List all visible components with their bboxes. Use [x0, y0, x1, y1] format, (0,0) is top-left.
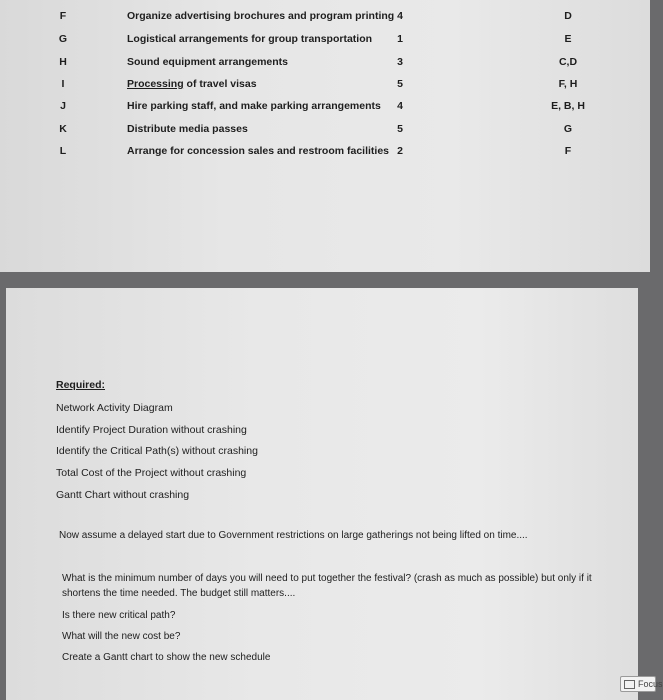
activity-id: K: [59, 123, 67, 135]
question-text: Create a Gantt chart to show the new schedule: [62, 652, 271, 663]
activity-duration: 5: [397, 123, 403, 135]
table-row: [0, 10, 650, 30]
activity-id: F: [59, 10, 67, 22]
activity-id: H: [59, 56, 67, 68]
activity-predecessor: C,D: [558, 56, 578, 68]
activity-description-rest: of travel visas: [183, 78, 257, 90]
required-item: Identify Project Duration without crashing: [56, 424, 247, 436]
required-item: Network Activity Diagram: [56, 402, 173, 414]
activity-description: Hire parking staff, and make parking arrangements: [127, 100, 381, 112]
required-item: Total Cost of the Project without crashing: [56, 467, 247, 479]
activity-predecessor: E: [564, 33, 572, 45]
activity-predecessor: D: [564, 10, 572, 22]
required-heading: Required:: [56, 379, 106, 391]
table-row: [0, 145, 650, 165]
activity-description: Distribute media passes: [127, 123, 248, 135]
activity-id: J: [60, 100, 66, 112]
activity-predecessor: G: [563, 123, 573, 135]
question-text: Is there new critical path?: [62, 610, 176, 621]
table-row: [0, 56, 650, 76]
activity-description-underlined: Processing: [127, 78, 184, 90]
activity-predecessor: F, H: [558, 78, 578, 90]
question-text: What will the new cost be?: [62, 631, 181, 642]
activity-description: Sound equipment arrangements: [127, 56, 289, 68]
focus-button[interactable]: [620, 676, 663, 692]
activity-duration: 5: [397, 78, 403, 90]
focus-button-label: Focus: [638, 679, 663, 689]
question-text: What is the minimum number of days you will need to put together the festival? (crash as much as possible) but only if it: [62, 573, 592, 584]
question-text: shortens the time needed. The budget still matters....: [62, 588, 296, 599]
scenario-text: Now assume a delayed start due to Government restrictions on large gatherings not being lifted on time....: [59, 530, 528, 541]
activity-description: Arrange for concession sales and restroom facilities: [127, 145, 390, 157]
table-page: [0, 0, 650, 272]
activity-predecessor: F: [564, 145, 572, 157]
activity-duration: 4: [397, 100, 403, 112]
activity-duration: 2: [397, 145, 403, 157]
table-row: [0, 100, 650, 120]
activity-duration: 1: [397, 33, 403, 45]
activity-description: Organize advertising brochures and program printing: [127, 10, 395, 22]
activity-description: [127, 78, 257, 90]
table-row: [0, 123, 650, 143]
activity-duration: 4: [397, 10, 403, 22]
table-row: [0, 78, 650, 98]
activity-duration: 3: [397, 56, 403, 68]
focus-icon: [624, 680, 635, 689]
activity-id: G: [58, 33, 68, 45]
required-item: Identify the Critical Path(s) without crashing: [56, 445, 258, 457]
table-row: [0, 33, 650, 53]
activity-id: L: [59, 145, 67, 157]
activity-id: I: [61, 78, 65, 90]
activity-predecessor: E, B, H: [551, 100, 585, 112]
required-item: Gantt Chart without crashing: [56, 489, 190, 501]
activity-description: Logistical arrangements for group transportation: [127, 33, 373, 45]
